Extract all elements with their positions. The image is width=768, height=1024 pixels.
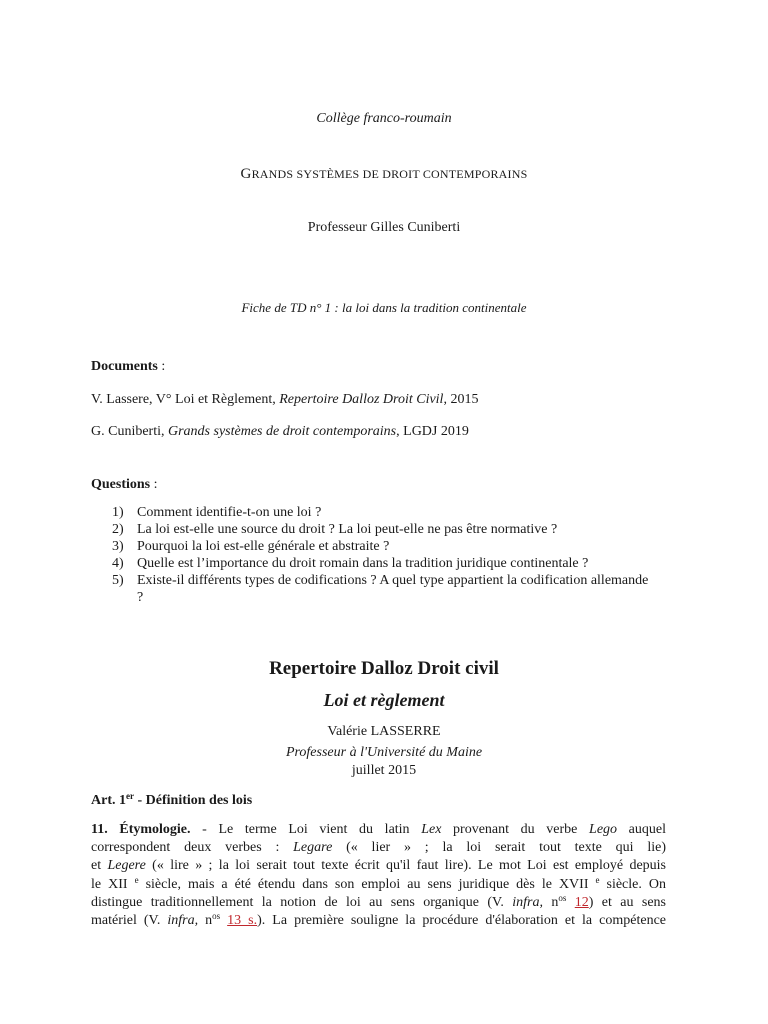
question-number: 4)	[112, 556, 124, 571]
paragraph-link-13s[interactable]: 13 s.	[227, 913, 258, 928]
document-item-text: G. Cuniberti,	[91, 424, 168, 439]
author-name: Valérie LASSERRE	[327, 724, 441, 739]
paragraph-text: et	[91, 858, 108, 873]
question-number: 3)	[112, 539, 124, 554]
questions-heading-colon: :	[150, 477, 158, 492]
paragraph-line	[91, 913, 666, 929]
paragraph-line	[91, 895, 666, 911]
paragraph-text: auquel	[617, 822, 666, 837]
paragraph-line	[91, 822, 666, 838]
publication-date: juillet 2015	[351, 763, 417, 778]
paragraph-text: n	[198, 913, 213, 928]
paragraph-text: ). La première souligne la procédure d'élaboration et la compétence	[257, 913, 666, 928]
paragraph-text: correspondent deux verbes :	[91, 840, 294, 855]
professor-name: Professeur Gilles Cuniberti	[307, 220, 461, 235]
paragraph-sup: e	[595, 875, 600, 885]
paragraph-link-12[interactable]: 12	[574, 895, 589, 910]
question-item	[112, 538, 657, 555]
author-affiliation: Professeur à l'Université du Maine	[285, 745, 483, 760]
course-title	[0, 166, 768, 183]
article-heading	[91, 793, 252, 809]
question-item	[112, 504, 657, 521]
paragraph-sup: os	[558, 893, 567, 903]
questions-heading	[91, 477, 158, 493]
paragraph-text: matériel (V.	[91, 913, 168, 928]
question-number: 1)	[112, 505, 124, 520]
paragraph-text: n	[542, 895, 559, 910]
questions-heading-label: Questions	[91, 477, 151, 492]
paragraph-text: provenant du verbe	[441, 822, 590, 837]
question-text: La loi est-elle une source du droit ? La loi peut-elle ne pas être normative ?	[137, 522, 558, 537]
document-item-text: , LGDJ 2019	[396, 424, 469, 439]
paragraph-text: (« lier » ; la loi serait tout texte qui lie)	[332, 840, 666, 855]
college-name: Collège franco-roumain	[316, 111, 452, 126]
paragraph-text: le XII	[91, 877, 135, 892]
questions-list	[112, 504, 657, 606]
paragraph-number: 11. Étymologie.	[91, 822, 191, 837]
article-heading-sup: er	[126, 791, 134, 801]
article-heading-text: - Définition des lois	[134, 793, 253, 808]
paragraph-term: infra,	[512, 895, 543, 910]
paragraph-term: infra,	[167, 913, 199, 928]
document-item-title: Grands systèmes de droit contemporains	[168, 424, 397, 439]
question-text: Quelle est l’importance du droit romain dans la tradition juridique continentale ?	[137, 556, 589, 571]
fiche-title: Fiche de TD n° 1 : la loi dans la tradition continentale	[241, 300, 527, 315]
question-text: Comment identifie-t-on une loi ?	[137, 505, 322, 520]
question-text: Existe-il différents types de codifications ? A quel type appartient la codification allemande ?	[137, 573, 649, 605]
paragraph-term: Legere	[107, 858, 146, 873]
document-item-text: , 2015	[443, 392, 479, 407]
paragraph-text: siècle, mais a été étendu dans son emploi au sens juridique dès le XVII	[138, 877, 596, 892]
question-number: 5)	[112, 573, 124, 588]
documents-heading-label: Documents	[91, 359, 158, 374]
question-item	[112, 521, 657, 538]
article-heading-label: Art. 1	[91, 793, 126, 808]
paragraph-sup: e	[134, 875, 139, 885]
document-item-text: V. Lassere, V° Loi et Règlement,	[91, 392, 280, 407]
paragraph-line	[91, 840, 666, 856]
paragraph-sup: os	[212, 911, 221, 921]
paragraph-term: Lex	[421, 822, 442, 837]
paragraph-text: distingue traditionnellement la notion de loi au sens organique (V.	[91, 895, 513, 910]
repertoire-subtitle: Loi et règlement	[323, 690, 445, 710]
question-item	[112, 555, 657, 572]
question-text: Pourquoi la loi est-elle générale et abstraite ?	[137, 539, 390, 554]
documents-heading-colon: :	[157, 359, 166, 374]
paragraph-line	[91, 877, 666, 893]
paragraph-text: (« lire » ; la loi serait tout texte écrit qu'il faut lire). Le mot Loi est employé depuis	[145, 858, 666, 873]
course-title-rest: RANDS SYSTÈMES DE DROIT CONTEMPORAINS	[251, 167, 528, 181]
document-item	[91, 392, 478, 408]
repertoire-title: Repertoire Dalloz Droit civil	[269, 658, 499, 679]
paragraph-text: ) et au sens	[588, 895, 666, 910]
documents-heading	[91, 359, 165, 375]
course-title-initial: G	[240, 166, 252, 182]
paragraph-text	[566, 895, 574, 910]
question-number: 2)	[112, 522, 124, 537]
paragraph-term: Legare	[293, 840, 333, 855]
document-item	[91, 424, 469, 440]
paragraph-line	[91, 858, 666, 874]
question-item	[112, 572, 657, 606]
paragraph-text: siècle. On	[599, 877, 666, 892]
paragraph-term: Lego	[589, 822, 618, 837]
paragraph-text: - Le terme Loi vient du latin	[190, 822, 422, 837]
document-item-title: Repertoire Dalloz Droit Civil	[279, 392, 444, 407]
